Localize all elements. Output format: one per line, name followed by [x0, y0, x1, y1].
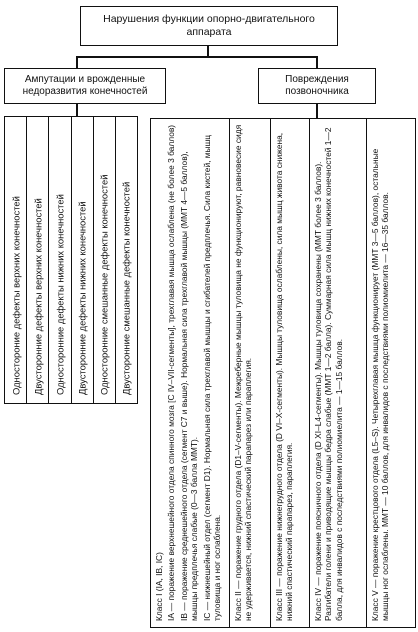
- left-branch-title: Ампутации и врожденные недоразвития конечностей: [22, 74, 148, 97]
- class-cell: [271, 119, 310, 627]
- left-items-row: [5, 117, 137, 403]
- class-text: [313, 124, 346, 621]
- right-branch-title: Повреждения позвоночника: [285, 74, 349, 97]
- left-item-label: Односторонние дефекты нижних конечностей: [54, 194, 66, 395]
- right-classes-row: [151, 119, 415, 627]
- left-item-cell: [5, 117, 27, 403]
- left-item-cell: [116, 117, 137, 403]
- class-line: Класс IV — поражение поясничного отдела (D XI–L4-сегменты). Мышцы туловища сохранены (ММТ более 3 баллов). Разгибатели голени и приводящие мышцы бедра слабые (ММТ 1—2 балла). Суммарная сила мышц нижних конечностей 1—2 балла, для инвалидов с последствиями полиомиелита — 1—15 баллов.: [313, 127, 344, 621]
- left-item-label: Односторонние смешанные дефекты конечностей: [98, 174, 110, 395]
- class-cell: [151, 119, 230, 627]
- right-branch-box: [258, 68, 376, 104]
- left-item-label: Одностороние дефекты верхних конечностей: [10, 196, 22, 395]
- class-line: Класс I (IA, IB, IC): [154, 552, 164, 621]
- class-cell: [310, 119, 367, 627]
- class-text: [233, 124, 256, 621]
- root-title: Нарушения функции опорно-двигательного аппарата: [103, 13, 315, 38]
- class-line: Класс II — поражение грудного отдела (D1–V-сегменты). Межреберные мышцы туловища не функционируют, равновесие сидя не удерживается, нижний спастический парапарез или параплегия.: [233, 124, 254, 621]
- left-item-label: Двусторонние дефекты нижних конечностей: [76, 201, 88, 395]
- class-line: IA — поражение верхнешейного отдела спинного мозга [C IV–VII-сегменты], трехглавая мышца ослаблена (не более 3 баллов): [166, 124, 177, 621]
- connector-left-items: [76, 104, 78, 116]
- left-item-cell: [49, 117, 71, 403]
- class-cell: [367, 119, 418, 627]
- class-cell: [230, 119, 271, 627]
- right-classes-table: [150, 118, 416, 628]
- class-line: Класс V — поражение крестцового отдела (L5–S). Четырехглавая мышца функционирует (ММТ 3—5 баллов), остальные мышцы ног ослаблены. ММТ — 10 баллов, для инвалидов с последствиями полиомиелита — 16—35 баллов.: [370, 148, 391, 621]
- root-box: [80, 6, 338, 46]
- class-text: [154, 124, 224, 621]
- class-text: [274, 124, 297, 621]
- left-item-label: Двусторонние дефекты верхних конечностей: [32, 198, 44, 395]
- connector-root-down: [207, 46, 209, 56]
- connector-left-down: [76, 56, 78, 68]
- class-line: Класс III — поражение нижнегрудного отдела (D VI–X-сегменты). Мышцы туловища ослаблены, сила мышц живота снижена, нижний спастический парапарез, параплегия.: [274, 132, 295, 621]
- class-line: IB — поражение среднешейного отдела (сегмент C7 и выше). Нормальная сила трехглавой мышцы (ММТ 4—5 баллов), мышцы предплечья слабые (0—3 балла ММТ).: [178, 151, 200, 621]
- connector-right-items: [316, 104, 318, 118]
- left-branch-box: [4, 68, 166, 104]
- left-item-label: Двусторонние смешанные дефекты конечностей: [120, 181, 132, 395]
- connector-horizontal: [76, 56, 317, 58]
- class-line: IC — нижнешейный отдел (сегмент D1). Нормальная сила трехглавой мышцы и сгибателей предплечья. Сила кистей, мышц туловища и ног ослаблена.: [201, 134, 223, 621]
- left-item-cell: [72, 117, 94, 403]
- left-item-cell: [27, 117, 49, 403]
- class-text: [370, 124, 393, 621]
- left-items-table: [4, 116, 138, 404]
- left-item-cell: [94, 117, 116, 403]
- connector-right-down: [316, 56, 318, 68]
